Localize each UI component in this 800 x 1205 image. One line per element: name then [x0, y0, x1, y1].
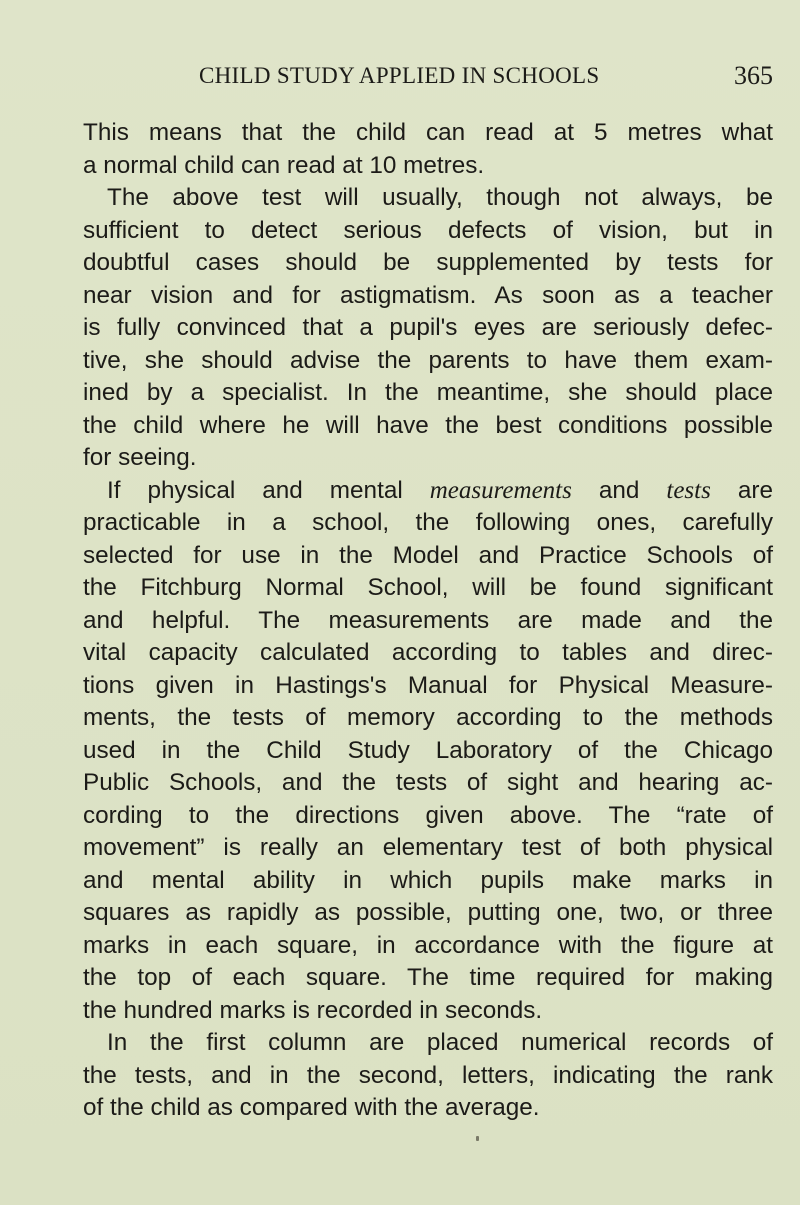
page-number: 365 — [734, 61, 773, 90]
text-line: tive, she should advise the parents to have them exam- — [83, 346, 773, 374]
text-line: the hundred marks is recorded in seconds. — [83, 996, 543, 1024]
text-line: and helpful. The measurements are made and the — [83, 606, 773, 634]
text-line: Public Schools, and the tests of sight and hearing ac- — [83, 769, 773, 796]
text-line: doubtful cases should be supplemented by tests for — [83, 249, 773, 276]
text-line: marks in each square, in accordance with the figure at — [83, 931, 773, 959]
text-line: the child where he will have the best conditions possible — [83, 411, 773, 439]
text-line: near vision and for astigmatism. As soon as a teacher — [83, 281, 773, 309]
text-line: movement” is really an elementary test of both physical — [83, 834, 773, 861]
text-line-with-emphasis — [83, 475, 773, 508]
body-text — [83, 117, 773, 1125]
text-line: the tests, and in the second, letters, indicating the rank — [83, 1061, 773, 1089]
text-line: and mental ability in which pupils make marks in — [83, 866, 773, 894]
text-line: cording to the directions given above. The “rate of — [83, 801, 773, 829]
text-line: vital capacity calculated according to tables and direc- — [83, 639, 773, 666]
italic-term-measurements: measurements — [429, 476, 572, 504]
italic-term-tests: tests — [666, 476, 711, 504]
text-line: ined by a specialist. In the meantime, she should place — [83, 379, 773, 406]
text-line: tions given in Hastings's Manual for Physical Measure- — [83, 671, 773, 699]
text-line: practicable in a school, the following ones, carefully — [83, 509, 773, 536]
running-title: CHILD STUDY APPLIED IN SCHOOLS — [199, 63, 600, 88]
text-line: In the first column are placed numerical records of — [107, 1029, 773, 1056]
text-line: the Fitchburg Normal School, will be found significant — [83, 574, 773, 601]
text-line: squares as rapidly as possible, putting one, two, or three — [83, 899, 773, 926]
text-run: If physical and mental — [107, 476, 403, 504]
text-line: used in the Child Study Laboratory of the Chicago — [83, 736, 773, 764]
text-line: This means that the child can read at 5 metres what — [83, 119, 773, 146]
text-line: for seeing. — [83, 444, 197, 471]
text-run: and — [598, 476, 640, 504]
text-line: selected for use in the Model and Practice Schools of — [83, 541, 773, 569]
text-line: a normal child can read at 10 metres. — [83, 151, 485, 179]
paper-speck — [476, 1136, 479, 1141]
text-line: the top of each square. The time required for making — [83, 964, 773, 991]
text-run: are — [737, 476, 773, 504]
text-line: ments, the tests of memory according to the methods — [83, 704, 773, 731]
text-line: sufficient to detect serious defects of vision, but in — [83, 216, 773, 244]
text-line: The above test will usually, though not always, be — [107, 184, 773, 211]
text-line: is fully convinced that a pupil's eyes are seriously defec- — [83, 314, 773, 341]
text-line: of the child as compared with the average. — [83, 1094, 540, 1121]
running-head — [83, 57, 773, 97]
